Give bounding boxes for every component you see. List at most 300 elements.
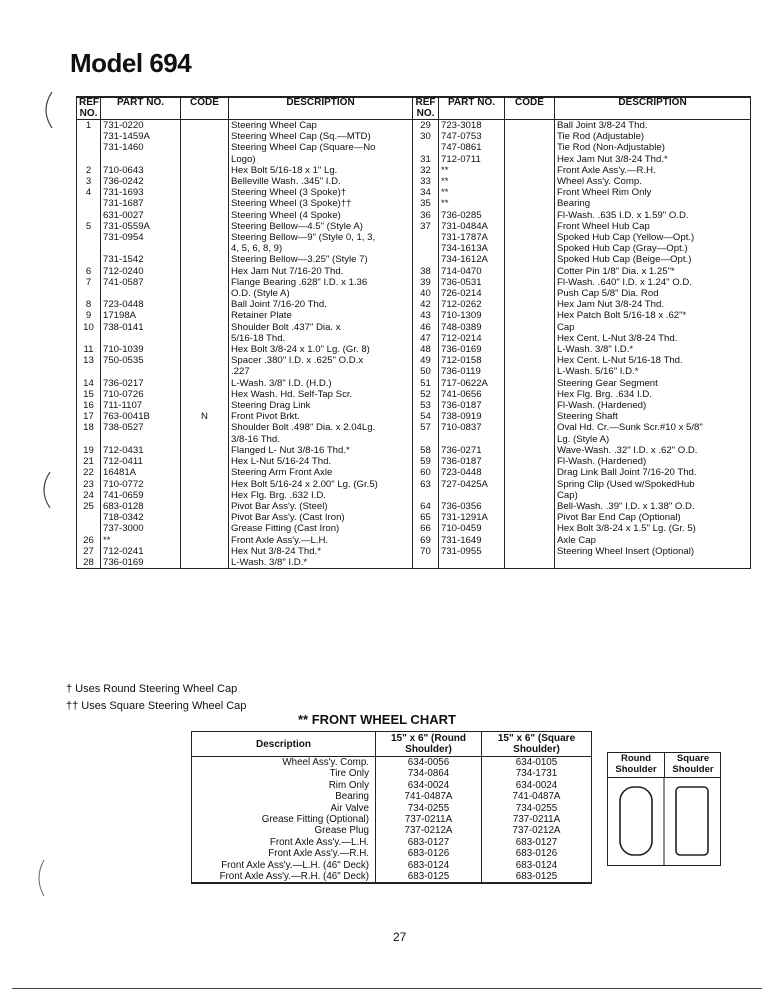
description-cell: Pivot Bar Ass'y. (Steel) bbox=[229, 501, 413, 512]
description-cell: Steering Bellow—3.25" (Style 7) bbox=[229, 254, 413, 265]
part-no-cell: 741-0656 bbox=[439, 389, 505, 400]
wheel-round-cell: 734-0864 bbox=[376, 768, 482, 779]
code-cell bbox=[181, 400, 229, 411]
ref-no-cell: 64 bbox=[413, 501, 439, 512]
ref-no-cell: 65 bbox=[413, 512, 439, 523]
ref-no-cell: 15 bbox=[77, 389, 101, 400]
binding-mark-icon bbox=[34, 470, 54, 510]
code-cell bbox=[181, 366, 229, 377]
description-header: DESCRIPTION bbox=[555, 97, 751, 120]
part-no-cell: 731-1787A bbox=[439, 232, 505, 243]
part-no-cell: 710-0459 bbox=[439, 523, 505, 534]
code-cell bbox=[181, 490, 229, 501]
ref-no-cell: 48 bbox=[413, 344, 439, 355]
part-no-cell bbox=[101, 243, 181, 254]
code-cell bbox=[181, 445, 229, 456]
part-no-cell: 710-1309 bbox=[439, 310, 505, 321]
description-cell: Steering Wheel (3 Spoke)†† bbox=[229, 198, 413, 209]
part-no-cell: 747-0861 bbox=[439, 142, 505, 153]
code-cell bbox=[181, 142, 229, 153]
part-no-cell: 731-1693 bbox=[101, 187, 181, 198]
ref-no-cell: 11 bbox=[77, 344, 101, 355]
ref-no-cell: 35 bbox=[413, 198, 439, 209]
description-cell: Fl-Wash. .640" I.D. x 1.24" O.D. bbox=[555, 277, 751, 288]
part-no-cell bbox=[439, 490, 505, 501]
part-no-cell: 734-1613A bbox=[439, 243, 505, 254]
ref-no-cell: 18 bbox=[77, 422, 101, 433]
ref-no-cell bbox=[77, 523, 101, 534]
ref-no-cell: 10 bbox=[77, 322, 101, 333]
ref-no-cell: 49 bbox=[413, 355, 439, 366]
ref-no-cell: 29 bbox=[413, 120, 439, 132]
description-cell: Hex Jam Nut 7/16-20 Thd. bbox=[229, 266, 413, 277]
description-cell: 3/8-16 Thd. bbox=[229, 434, 413, 445]
part-no-cell: 718-0342 bbox=[101, 512, 181, 523]
part-no-cell: 712-0411 bbox=[101, 456, 181, 467]
part-no-cell: 726-0214 bbox=[439, 288, 505, 299]
ref-no-cell: 24 bbox=[77, 490, 101, 501]
description-cell: Hex Bolt 5/16-18 x 1" Lg. bbox=[229, 165, 413, 176]
table-row bbox=[77, 210, 751, 221]
part-no-cell: ** bbox=[439, 165, 505, 176]
code-cell bbox=[181, 232, 229, 243]
part-no-cell: 736-0187 bbox=[439, 400, 505, 411]
ref-no-cell bbox=[77, 288, 101, 299]
code-cell bbox=[181, 501, 229, 512]
footnote-round: † Uses Round Steering Wheel Cap bbox=[66, 683, 238, 695]
code-cell: N bbox=[181, 411, 229, 422]
part-no-cell: 727-0425A bbox=[439, 479, 505, 490]
table-row bbox=[77, 535, 751, 546]
code-cell bbox=[505, 165, 555, 176]
table-row bbox=[192, 780, 592, 791]
table-row bbox=[77, 310, 751, 321]
description-cell: L-Wash. 5/16" I.D.* bbox=[555, 366, 751, 377]
table-row bbox=[77, 501, 751, 512]
code-cell bbox=[505, 288, 555, 299]
code-cell bbox=[505, 243, 555, 254]
part-no-cell: 736-0119 bbox=[439, 366, 505, 377]
ref-no-cell: 7 bbox=[77, 277, 101, 288]
description-cell: Hex Nut 3/8-24 Thd.* bbox=[229, 546, 413, 557]
ref-no-cell: 31 bbox=[413, 154, 439, 165]
wheel-desc-cell: Tire Only bbox=[192, 768, 376, 779]
code-cell bbox=[505, 535, 555, 546]
ref-no-cell: 59 bbox=[413, 456, 439, 467]
part-no-cell: 712-0240 bbox=[101, 266, 181, 277]
wheel-desc-cell: Front Axle Ass'y.—R.H. (46" Deck) bbox=[192, 871, 376, 883]
ref-no-cell: 17 bbox=[77, 411, 101, 422]
part-no-cell bbox=[101, 366, 181, 377]
wheel-square-cell: 683-0125 bbox=[482, 871, 592, 883]
ref-no-cell: 36 bbox=[413, 210, 439, 221]
code-cell bbox=[505, 355, 555, 366]
ref-no-cell bbox=[77, 243, 101, 254]
code-cell bbox=[181, 266, 229, 277]
description-cell: Steering Wheel (3 Spoke)† bbox=[229, 187, 413, 198]
code-cell bbox=[181, 557, 229, 569]
code-cell bbox=[505, 378, 555, 389]
table-row bbox=[77, 355, 751, 366]
description-cell: Hex Wash. Hd. Self-Tap Scr. bbox=[229, 389, 413, 400]
part-no-cell: 723-3018 bbox=[439, 120, 505, 132]
code-header: CODE bbox=[181, 97, 229, 120]
ref-no-cell: 8 bbox=[77, 299, 101, 310]
code-cell bbox=[505, 266, 555, 277]
part-no-cell: 712-0711 bbox=[439, 154, 505, 165]
description-header: DESCRIPTION bbox=[229, 97, 413, 120]
ref-no-cell: 27 bbox=[77, 546, 101, 557]
code-cell bbox=[181, 355, 229, 366]
table-row bbox=[77, 322, 751, 333]
code-cell bbox=[181, 479, 229, 490]
code-cell bbox=[505, 366, 555, 377]
ref-no-cell: 51 bbox=[413, 378, 439, 389]
part-no-cell: ** bbox=[439, 187, 505, 198]
description-cell: Hex Cent. L-Nut 5/16-18 Thd. bbox=[555, 355, 751, 366]
part-header: PART NO. bbox=[101, 97, 181, 120]
description-cell: Ball Joint 7/16-20 Thd. bbox=[229, 299, 413, 310]
code-cell bbox=[505, 154, 555, 165]
code-cell bbox=[505, 512, 555, 523]
description-cell: Shoulder Bolt .498" Dia. x 2.04Lg. bbox=[229, 422, 413, 433]
description-cell: Hex Patch Bolt 5/16-18 x .62"* bbox=[555, 310, 751, 321]
part-no-cell: 731-1649 bbox=[439, 535, 505, 546]
parts-table bbox=[76, 96, 751, 569]
table-row bbox=[77, 557, 751, 569]
description-cell: O.D. (Style A) bbox=[229, 288, 413, 299]
part-no-cell: 731-1542 bbox=[101, 254, 181, 265]
ref-no-cell: 63 bbox=[413, 479, 439, 490]
code-cell bbox=[181, 434, 229, 445]
table-row bbox=[77, 389, 751, 400]
ref-no-cell: 22 bbox=[77, 467, 101, 478]
ref-no-cell bbox=[77, 232, 101, 243]
table-row bbox=[77, 288, 751, 299]
code-cell bbox=[181, 422, 229, 433]
table-row bbox=[77, 467, 751, 478]
ref-no-cell: 47 bbox=[413, 333, 439, 344]
wheel-square-cell: 737-0212A bbox=[482, 825, 592, 836]
code-cell bbox=[181, 254, 229, 265]
table-row bbox=[77, 142, 751, 153]
description-cell: Hex Bolt 3/8-24 x 1.5" Lg. (Gr. 5) bbox=[555, 523, 751, 534]
table-row bbox=[192, 803, 592, 814]
table-row bbox=[77, 333, 751, 344]
ref-no-cell: 26 bbox=[77, 535, 101, 546]
part-no-cell: 736-0285 bbox=[439, 210, 505, 221]
table-row bbox=[77, 221, 751, 232]
table-row bbox=[77, 344, 751, 355]
description-cell: Retainer Plate bbox=[229, 310, 413, 321]
code-cell bbox=[181, 378, 229, 389]
wheel-chart-header bbox=[192, 732, 592, 757]
part-no-cell bbox=[101, 333, 181, 344]
code-cell bbox=[181, 389, 229, 400]
table-row bbox=[77, 198, 751, 209]
table-row bbox=[77, 411, 751, 422]
description-cell: Spoked Hub Cap (Yellow—Opt.) bbox=[555, 232, 751, 243]
code-cell bbox=[505, 490, 555, 501]
description-cell: Drag Link Ball Joint 7/16-20 Thd. bbox=[555, 467, 751, 478]
part-no-cell: 710-0772 bbox=[101, 479, 181, 490]
wheel-square-cell: 683-0127 bbox=[482, 837, 592, 848]
ref-no-cell: 39 bbox=[413, 277, 439, 288]
ref-no-cell: 57 bbox=[413, 422, 439, 433]
description-cell: Flange Bearing .628" I.D. x 1.36 bbox=[229, 277, 413, 288]
ref-no-cell: 16 bbox=[77, 400, 101, 411]
code-cell bbox=[181, 344, 229, 355]
description-cell: Steering Bellow—9" (Style 0, 1, 3, bbox=[229, 232, 413, 243]
code-cell bbox=[505, 221, 555, 232]
wheel-round-cell: 634-0056 bbox=[376, 757, 482, 769]
page-title: Model 694 bbox=[70, 48, 192, 78]
description-cell: Ball Joint 3/8-24 Thd. bbox=[555, 120, 751, 132]
ref-no-cell bbox=[77, 434, 101, 445]
ref-no-cell: 52 bbox=[413, 389, 439, 400]
table-row bbox=[77, 254, 751, 265]
description-cell: Shoulder Bolt .437" Dia. x bbox=[229, 322, 413, 333]
part-no-cell: 712-0262 bbox=[439, 299, 505, 310]
description-cell: Front Pivot Brkt. bbox=[229, 411, 413, 422]
description-cell: 5/16-18 Thd. bbox=[229, 333, 413, 344]
code-cell bbox=[181, 221, 229, 232]
description-cell: Steering Shaft bbox=[555, 411, 751, 422]
table-row bbox=[192, 860, 592, 871]
part-no-cell: 683-0128 bbox=[101, 501, 181, 512]
ref-no-cell: 1 bbox=[77, 120, 101, 132]
code-cell bbox=[181, 288, 229, 299]
ref-no-cell: 37 bbox=[413, 221, 439, 232]
part-no-cell: 714-0470 bbox=[439, 266, 505, 277]
wheel-round-cell: 634-0024 bbox=[376, 780, 482, 791]
part-no-cell: 731-0559A bbox=[101, 221, 181, 232]
table-row bbox=[77, 400, 751, 411]
wheel-desc-cell: Front Axle Ass'y.—R.H. bbox=[192, 848, 376, 859]
part-no-cell: 712-0214 bbox=[439, 333, 505, 344]
description-cell: Steering Wheel Insert (Optional) bbox=[555, 546, 751, 557]
code-cell bbox=[181, 310, 229, 321]
ref-no-cell bbox=[77, 366, 101, 377]
table-row bbox=[77, 434, 751, 445]
wheel-round-cell: 741-0487A bbox=[376, 791, 482, 802]
wheel-chart-title: ** FRONT WHEEL CHART bbox=[298, 712, 456, 727]
ref-no-cell: 5 bbox=[77, 221, 101, 232]
code-cell bbox=[505, 501, 555, 512]
ref-header: REF NO. bbox=[77, 97, 101, 120]
wheel-round-cell: 734-0255 bbox=[376, 803, 482, 814]
table-row bbox=[77, 366, 751, 377]
wheel-desc-cell: Front Axle Ass'y.—L.H. bbox=[192, 837, 376, 848]
part-no-cell: ** bbox=[439, 198, 505, 209]
description-cell: Spoked Hub Cap (Beige—Opt.) bbox=[555, 254, 751, 265]
wheel-round-cell: 737-0211A bbox=[376, 814, 482, 825]
wheel-round-cell: 737-0212A bbox=[376, 825, 482, 836]
code-cell bbox=[181, 154, 229, 165]
ref-no-cell: 25 bbox=[77, 501, 101, 512]
table-row bbox=[77, 165, 751, 176]
wheel-square-cell: 634-0024 bbox=[482, 780, 592, 791]
code-cell bbox=[505, 131, 555, 142]
description-cell: L-Wash. 3/8" I.D.* bbox=[229, 557, 413, 569]
ref-no-cell: 53 bbox=[413, 400, 439, 411]
ref-no-cell: 2 bbox=[77, 165, 101, 176]
code-cell bbox=[181, 322, 229, 333]
description-cell: Steering Wheel Cap bbox=[229, 120, 413, 132]
wheel-round-cell: 683-0127 bbox=[376, 837, 482, 848]
part-no-cell: 736-0169 bbox=[101, 557, 181, 569]
description-cell: Lg. (Style A) bbox=[555, 434, 751, 445]
footnote-square: †† Uses Square Steering Wheel Cap bbox=[66, 700, 247, 712]
ref-no-cell: 43 bbox=[413, 310, 439, 321]
part-no-cell: 731-0955 bbox=[439, 546, 505, 557]
shoulder-profiles-icon bbox=[608, 753, 720, 865]
part-no-cell: 738-0527 bbox=[101, 422, 181, 433]
ref-no-cell: 19 bbox=[77, 445, 101, 456]
part-no-cell: 731-0484A bbox=[439, 221, 505, 232]
code-cell bbox=[505, 445, 555, 456]
ref-no-cell: 60 bbox=[413, 467, 439, 478]
code-cell bbox=[181, 299, 229, 310]
table-row bbox=[77, 131, 751, 142]
description-cell: Steering Drag Link bbox=[229, 400, 413, 411]
description-cell: Oval Hd. Cr.—Sunk Scr.#10 x 5/8" bbox=[555, 422, 751, 433]
table-row bbox=[192, 791, 592, 802]
wheel-desc-cell: Rim Only bbox=[192, 780, 376, 791]
description-cell bbox=[555, 557, 751, 569]
ref-no-cell bbox=[77, 131, 101, 142]
front-wheel-chart bbox=[191, 731, 592, 884]
description-cell: Grease Fitting (Cast Iron) bbox=[229, 523, 413, 534]
description-cell: Steering Wheel Cap (Sq.—MTD) bbox=[229, 131, 413, 142]
part-no-cell bbox=[101, 288, 181, 299]
code-cell bbox=[181, 456, 229, 467]
table-row bbox=[77, 456, 751, 467]
table-row bbox=[192, 871, 592, 883]
square-shoulder-label: Square Shoulder bbox=[665, 753, 721, 778]
wheel-desc-cell: Grease Plug bbox=[192, 825, 376, 836]
wheel-square-cell: 737-0211A bbox=[482, 814, 592, 825]
code-cell bbox=[505, 434, 555, 445]
code-cell bbox=[181, 210, 229, 221]
part-no-cell: 731-1459A bbox=[101, 131, 181, 142]
description-cell: Steering Wheel (4 Spoke) bbox=[229, 210, 413, 221]
ref-no-cell: 34 bbox=[413, 187, 439, 198]
code-header: CODE bbox=[505, 97, 555, 120]
description-cell: Front Axle Ass'y.—R.H. bbox=[555, 165, 751, 176]
part-no-cell bbox=[439, 434, 505, 445]
description-cell: L-Wash. 3/8" I.D.* bbox=[555, 344, 751, 355]
wheel-square-cell: 734-0255 bbox=[482, 803, 592, 814]
ref-no-cell bbox=[413, 232, 439, 243]
description-cell: Front Wheel Rim Only bbox=[555, 187, 751, 198]
description-cell: Fl-Wash. (Hardened) bbox=[555, 456, 751, 467]
wheel-square-cell: 683-0124 bbox=[482, 860, 592, 871]
description-cell: Fl-Wash. (Hardened) bbox=[555, 400, 751, 411]
description-cell: Belleville Wash. .345" I.D. bbox=[229, 176, 413, 187]
table-row bbox=[77, 490, 751, 501]
wheel-round-cell: 683-0124 bbox=[376, 860, 482, 871]
description-cell: .227 bbox=[229, 366, 413, 377]
part-no-cell: 741-0587 bbox=[101, 277, 181, 288]
ref-header: REF NO. bbox=[413, 97, 439, 120]
description-cell: Hex Jam Nut 3/8-24 Thd. bbox=[555, 299, 751, 310]
ref-no-cell: 3 bbox=[77, 176, 101, 187]
table-row bbox=[77, 546, 751, 557]
table-row bbox=[192, 837, 592, 848]
part-no-cell: 736-0169 bbox=[439, 344, 505, 355]
code-cell bbox=[505, 254, 555, 265]
code-cell bbox=[505, 299, 555, 310]
code-cell bbox=[181, 243, 229, 254]
wheel-desc-cell: Wheel Ass'y. Comp. bbox=[192, 757, 376, 769]
part-no-cell: 738-0919 bbox=[439, 411, 505, 422]
description-cell: Hex Jam Nut 3/8-24 Thd.* bbox=[555, 154, 751, 165]
part-no-cell: 736-0187 bbox=[439, 456, 505, 467]
part-no-cell: 731-1687 bbox=[101, 198, 181, 209]
code-cell bbox=[505, 142, 555, 153]
ref-no-cell bbox=[413, 243, 439, 254]
round-shoulder-label: Round Shoulder bbox=[608, 753, 665, 778]
code-cell bbox=[181, 546, 229, 557]
description-cell: 4, 5, 6, 8, 9) bbox=[229, 243, 413, 254]
ref-no-cell: 32 bbox=[413, 165, 439, 176]
ref-no-cell bbox=[77, 254, 101, 265]
part-no-cell: 736-0217 bbox=[101, 378, 181, 389]
code-cell bbox=[505, 344, 555, 355]
part-no-cell: 731-1460 bbox=[101, 142, 181, 153]
ref-no-cell: 40 bbox=[413, 288, 439, 299]
part-no-cell: 710-0726 bbox=[101, 389, 181, 400]
code-cell bbox=[181, 333, 229, 344]
code-cell bbox=[181, 277, 229, 288]
page-number: 27 bbox=[393, 930, 407, 944]
ref-no-cell bbox=[413, 557, 439, 569]
code-cell bbox=[505, 310, 555, 321]
part-no-cell: 723-0448 bbox=[101, 299, 181, 310]
part-no-cell: 717-0622A bbox=[439, 378, 505, 389]
table-row bbox=[77, 422, 751, 433]
description-cell: Hex Flg. Brg. .634 I.D. bbox=[555, 389, 751, 400]
description-cell: Steering Arm Front Axle bbox=[229, 467, 413, 478]
ref-no-cell bbox=[413, 490, 439, 501]
part-no-cell: 731-1291A bbox=[439, 512, 505, 523]
part-no-cell: 747-0753 bbox=[439, 131, 505, 142]
ref-no-cell bbox=[77, 142, 101, 153]
part-no-cell: ** bbox=[101, 535, 181, 546]
table-row bbox=[77, 512, 751, 523]
part-no-cell: 712-0241 bbox=[101, 546, 181, 557]
code-cell bbox=[181, 187, 229, 198]
wheel-square-cell: 634-0105 bbox=[482, 757, 592, 769]
description-cell: Hex Cent. L-Nut 3/8-24 Thd. bbox=[555, 333, 751, 344]
description-cell: Hex Flg. Brg. .632 I.D. bbox=[229, 490, 413, 501]
part-no-cell: 736-0271 bbox=[439, 445, 505, 456]
description-cell: Hex Bolt 5/16-24 x 2.00" Lg. (Gr.5) bbox=[229, 479, 413, 490]
ref-no-cell: 14 bbox=[77, 378, 101, 389]
code-cell bbox=[505, 210, 555, 221]
description-cell: Axle Cap bbox=[555, 535, 751, 546]
ref-no-cell: 46 bbox=[413, 322, 439, 333]
table-row bbox=[192, 848, 592, 859]
wheel-desc-cell: Grease Fitting (Optional) bbox=[192, 814, 376, 825]
wheel-square-cell: 683-0126 bbox=[482, 848, 592, 859]
code-cell bbox=[505, 523, 555, 534]
table-row bbox=[192, 814, 592, 825]
part-no-cell: 731-0220 bbox=[101, 120, 181, 132]
wheel-square-cell: 734-1731 bbox=[482, 768, 592, 779]
description-cell: Push Cap 5/8" Dia. Rod bbox=[555, 288, 751, 299]
